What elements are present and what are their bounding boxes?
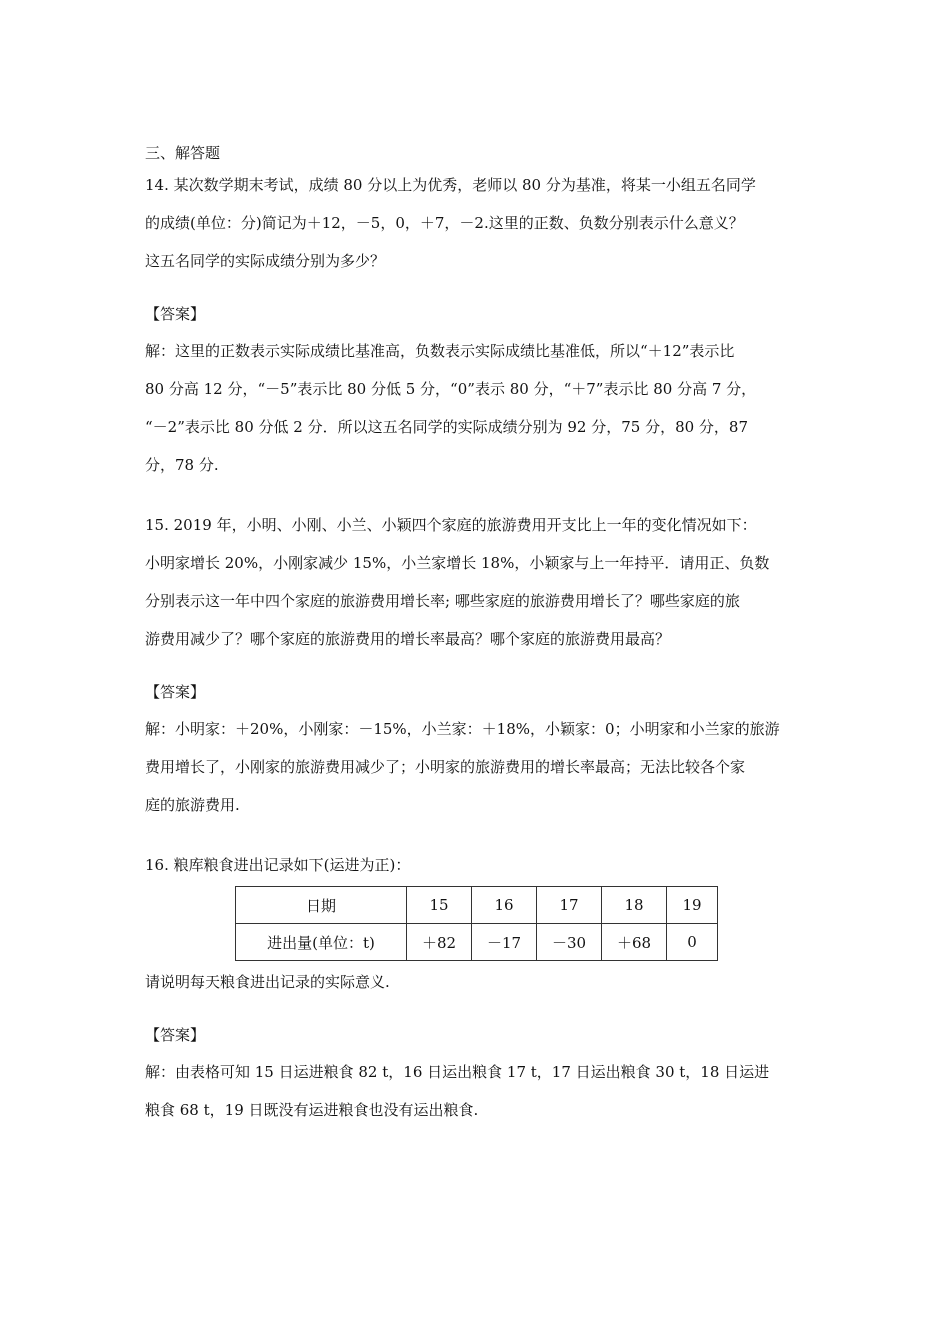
table-cell: 15 bbox=[407, 887, 472, 924]
q15-answer-line-1: 解：小明家：＋20%，小刚家：－15%，小兰家：＋18%，小颖家：0；小明家和小兰家的旅游 bbox=[145, 720, 780, 738]
q15-answer-line-3: 庭的旅游费用. bbox=[145, 796, 240, 814]
q14-answer-line-2: 80 分高 12 分，“－5”表示比 80 分低 5 分，“0”表示 80 分，“＋7”表示比 80 分高 7 分， bbox=[145, 380, 757, 398]
section-title: 三、解答题 bbox=[145, 144, 221, 162]
table-cell: 17 bbox=[537, 887, 602, 924]
table-row bbox=[236, 924, 718, 961]
q14-line-3: 这五名同学的实际成绩分别为多少？ bbox=[145, 252, 386, 270]
question-16 bbox=[145, 846, 825, 1001]
q15-line-2: 小明家增长 20%，小刚家减少 15%，小兰家增长 18%，小颖家与上一年持平．请用正、负数 bbox=[145, 554, 770, 572]
answer-15 bbox=[145, 674, 825, 824]
q15-line-1: 15. 2019 年，小明、小刚、小兰、小颖四个家庭的旅游费用开支比上一年的变化情况如下： bbox=[145, 516, 757, 534]
q15-answer-heading: 【答案】 bbox=[145, 683, 206, 701]
table-cell: 0 bbox=[667, 924, 718, 961]
q14-answer-line-4: 分，78 分. bbox=[145, 456, 219, 474]
q14-answer-heading: 【答案】 bbox=[145, 305, 206, 323]
answer-14 bbox=[145, 296, 825, 484]
table-cell: ＋82 bbox=[407, 924, 472, 961]
table-cell: －30 bbox=[537, 924, 602, 961]
table-cell: ＋68 bbox=[602, 924, 667, 961]
table-cell: 日期 bbox=[236, 887, 407, 924]
table-cell: 19 bbox=[667, 887, 718, 924]
q15-line-4: 游费用减少了？哪个家庭的旅游费用的增长率最高？哪个家庭的旅游费用最高？ bbox=[145, 630, 671, 648]
grain-record-table bbox=[235, 886, 718, 961]
table-header-row bbox=[236, 887, 718, 924]
q14-answer-line-1: 解：这里的正数表示实际成绩比基准高，负数表示实际成绩比基准低，所以“＋12”表示比 bbox=[145, 342, 735, 360]
document-page bbox=[145, 140, 825, 1129]
q14-line-2: 的成绩(单位：分)简记为＋12，－5，0，＋7，－2.这里的正数、负数分别表示什么意义？ bbox=[145, 214, 744, 232]
question-14 bbox=[145, 166, 825, 280]
q16-intro: 16. 粮库粮食进出记录如下(运进为正)： bbox=[145, 856, 411, 874]
answer-16 bbox=[145, 1017, 825, 1129]
q16-answer-line-2: 粮食 68 t，19 日既没有运进粮食也没有运出粮食. bbox=[145, 1101, 479, 1119]
q15-answer-line-2: 费用增长了，小刚家的旅游费用减少了；小明家的旅游费用的增长率最高；无法比较各个家 bbox=[145, 758, 746, 776]
table-cell: 进出量(单位：t) bbox=[236, 924, 407, 961]
table-cell: －17 bbox=[472, 924, 537, 961]
q16-answer-heading: 【答案】 bbox=[145, 1026, 206, 1044]
q16-answer-line-1: 解：由表格可知 15 日运进粮食 82 t，16 日运出粮食 17 t，17 日运出粮食 30 t，18 日运进 bbox=[145, 1063, 770, 1081]
table-cell: 18 bbox=[602, 887, 667, 924]
table-cell: 16 bbox=[472, 887, 537, 924]
q14-answer-line-3: “－2”表示比 80 分低 2 分．所以这五名同学的实际成绩分别为 92 分，75 分，80 分，87 bbox=[145, 418, 749, 436]
question-15 bbox=[145, 506, 825, 658]
q16-after-table: 请说明每天粮食进出记录的实际意义. bbox=[145, 973, 390, 991]
q15-line-3: 分别表示这一年中四个家庭的旅游费用增长率; 哪些家庭的旅游费用增长了？哪些家庭的旅 bbox=[145, 592, 740, 610]
q14-line-1: 14. 某次数学期末考试，成绩 80 分以上为优秀，老师以 80 分为基准，将某一小组五名同学 bbox=[145, 176, 756, 194]
